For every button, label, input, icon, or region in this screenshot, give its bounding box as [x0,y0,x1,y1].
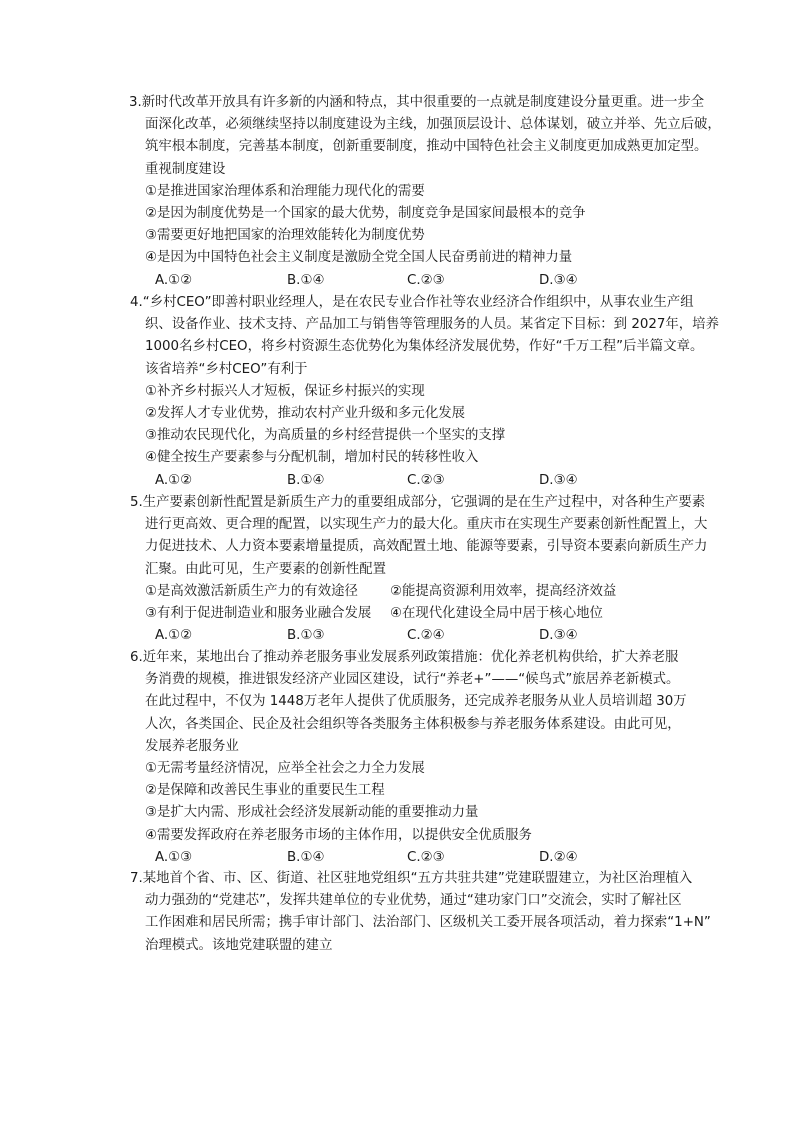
option-item: ③需要更好地把国家的治理效能转化为制度优势 [145,228,425,244]
choice-c[interactable]: C.②③ [407,472,445,488]
choice-c[interactable]: C.②③ [407,272,445,288]
question-stem-line: 重视制度建设 [145,161,226,177]
question-stem-line: 力促进技术、人力资本要素增量提质，高效配置土地、能源等要素，引导资本要素向新质生产力 [145,539,708,555]
question-6 [130,647,690,869]
question-stem-line: 在此过程中，不仅为 1448万老年人提供了优质服务，还完成养老服务从业人员培训超 30万 [145,694,687,710]
choice-a[interactable]: A.①③ [155,849,193,865]
choice-d[interactable]: D.③④ [539,628,578,644]
question-3 [129,92,721,292]
question-stem-line: 织、设备作业、技术支持、产品加工与销售等管理服务的人员。某省定下目标：到 2027年，培养 [145,317,719,333]
option-item: ②能提高资源利用效率，提高经济效益 [390,583,617,599]
answer-choices [130,470,690,492]
option-item-row [130,581,690,603]
choice-b[interactable]: B.①④ [287,849,325,865]
option-item: ④健全按生产要素参与分配机制，增加村民的转移性收入 [145,450,479,466]
question-number: 3. [129,95,142,110]
question-stem-line: 3.新时代改革开放具有许多新的内涵和特点，其中很重要的一点就是制度建设分量更重。进一步全 [129,95,705,110]
choice-a[interactable]: A.①② [155,472,193,488]
choice-b[interactable]: B.①④ [287,272,325,288]
option-item: ④在现代化建设全局中居于核心地位 [390,605,603,621]
question-stem-line: 治理模式。该地党建联盟的建立 [145,937,333,953]
choice-b[interactable]: B.①③ [287,628,325,644]
choice-d[interactable]: D.②④ [539,849,578,865]
answer-choices [130,270,690,292]
option-item: ③有利于促进制造业和服务业融合发展 [145,605,372,621]
choice-c[interactable]: C.②③ [407,849,445,865]
question-stem-line: 人次，各类国企、民企及社会组织等各类服务主体积极参与养老服务体系建设。由此可见， [145,716,681,732]
question-stem-line: 发展养老服务业 [145,738,239,754]
option-item-row [130,603,690,625]
option-item: ①是推进国家治理体系和治理能力现代化的需要 [145,183,425,199]
question-number: 7. [130,871,143,886]
option-item: ②是因为制度优势是一个国家的最大优势，制度竞争是国家间最根本的竞争 [145,205,586,221]
question-stem-line: 面深化改革，必须继续坚持以制度建设为主线，加强顶层设计、总体谋划，破立并举、先立后破， [145,117,721,133]
option-item: ①是高效激活新质生产力的有效途径 [145,583,358,599]
answer-choices [130,847,690,869]
question-number: 6. [130,650,143,665]
question-4 [130,292,719,492]
question-number: 5. [130,495,143,510]
question-7 [130,868,711,957]
question-stem-line: 7.某地首个省、市、区、街道、社区驻地党组织“五方共驻共建”党建联盟建立，为社区治理植入 [130,871,693,886]
option-item: ②是保障和改善民生事业的重要民生工程 [145,783,385,799]
option-item: ③推动农民现代化，为高质量的乡村经营提供一个坚实的支撑 [145,428,506,444]
question-5 [130,492,708,647]
option-item: ④需要发挥政府在养老服务市场的主体作用，以提供安全优质服务 [145,827,532,843]
question-stem-line: 进行更高效、更合理的配置，以实现生产力的最大化。重庆市在实现生产要素创新性配置上，大 [145,517,708,533]
choice-d[interactable]: D.③④ [539,472,578,488]
question-stem-line: 5.生产要素创新性配置是新质生产力的重要组成部分，它强调的是在生产过程中，对各种生产要素 [130,495,706,510]
choice-c[interactable]: C.②④ [407,628,445,644]
option-item: ①无需考量经济情况，应举全社会之力全力发展 [145,760,425,776]
question-stem-line: 4.“乡村CEO”即善村职业经理人，是在农民专业合作社等农业经济合作组织中，从事农业生产组 [130,295,694,310]
option-item: ①补齐乡村振兴人才短板，保证乡村振兴的实现 [145,383,425,399]
question-stem-line: 务消费的规模，推进银发经济产业园区建设，试行“养老+”——“候鸟式”旅居养老新模式。 [145,672,680,688]
question-stem-line: 工作困难和居民所需；携手审计部门、法治部门、区级机关工委开展各项活动，着力探索“1+N” [145,915,711,931]
question-stem-line: 6.近年来，某地出台了推动养老服务事业发展系列政策措施：优化养老机构供给，扩大养老服 [130,650,679,665]
option-item: ④是因为中国特色社会主义制度是激励全党全国人民奋勇前进的精神力量 [145,250,573,266]
question-stem-line: 1000名乡村CEO，将乡村资源生态优势化为集体经济发展优势，作好“千万工程”后半篇文章。 [145,339,704,355]
answer-choices [130,625,690,647]
choice-a[interactable]: A.①② [155,272,193,288]
choice-b[interactable]: B.①④ [287,472,325,488]
question-stem-line: 筑牢根本制度，完善基本制度，创新重要制度，推动中国特色社会主义制度更加成熟更加定型。 [145,139,708,155]
question-number: 4. [130,295,143,310]
choice-a[interactable]: A.①② [155,628,193,644]
question-stem-line: 动力强劲的“党建芯”，发挥共建单位的专业优势，通过“建功家门口”交流会，实时了解社区 [145,893,682,909]
question-stem-line: 汇聚。由此可见，生产要素的创新性配置 [145,561,387,577]
question-stem-line: 该省培养“乡村CEO”有利于 [145,361,308,377]
option-item: ③是扩大内需、形成社会经济发展新动能的重要推动力量 [145,805,479,821]
choice-d[interactable]: D.③④ [539,272,578,288]
option-item: ②发挥人才专业优势，推动农村产业升级和多元化发展 [145,405,465,421]
